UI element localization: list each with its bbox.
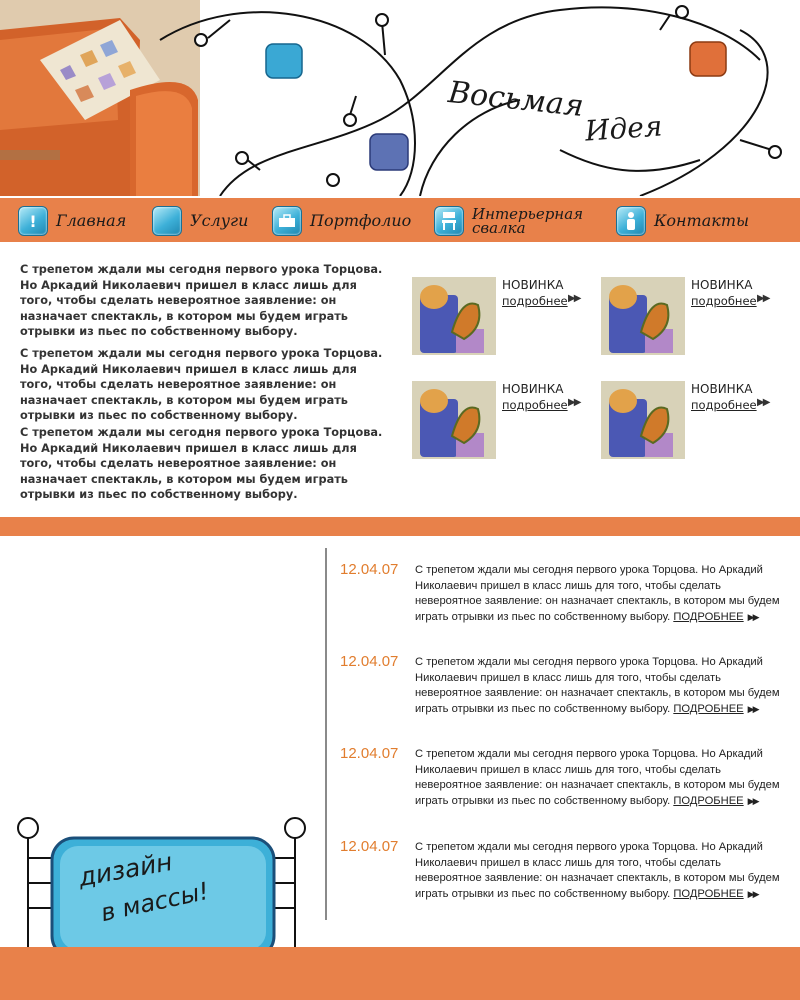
double-arrow-icon: ▶▶	[747, 611, 758, 622]
nav-label: Интерьерная свалка	[472, 205, 584, 237]
logo-line-2: Идея	[583, 109, 664, 148]
double-arrow-icon: ▶▶	[757, 397, 769, 408]
product-card	[412, 381, 592, 461]
nav-item-home[interactable]	[18, 203, 126, 239]
main-navigation	[0, 196, 800, 242]
promo-sign-illustration	[10, 808, 320, 958]
news-body: С трепетом ждали мы сегодня первого урока Торцова. Но Аркадий Николаевич пришел в класс лишь для того, чтобы сделать невероятное заявление: он назначает спектакль, в котором мы будем играть отрывки из пьес по собственному выбору.	[415, 564, 780, 623]
footer-band	[0, 947, 800, 1000]
double-arrow-icon: ▶▶	[747, 888, 758, 899]
news-more-link[interactable]: ПОДРОБНЕЕ	[673, 887, 744, 900]
news-text	[415, 655, 785, 717]
news-item	[340, 745, 790, 825]
news-item	[340, 561, 790, 641]
decorative-swirls	[0, 0, 800, 196]
product-more-link[interactable]: подробнее	[502, 294, 568, 308]
nav-item-portfolio[interactable]	[272, 203, 411, 239]
nav-label: Услуги	[190, 211, 249, 230]
promo-line-2: в массы!	[98, 876, 212, 928]
info-icon: !	[18, 206, 48, 236]
product-card	[412, 277, 592, 357]
nav-item-services[interactable]	[152, 203, 248, 239]
news-divider-line	[325, 548, 327, 920]
product-title: НОВИНКА	[691, 382, 753, 396]
double-arrow-icon: ▶▶	[747, 703, 758, 714]
news-date: 12.04.07	[340, 838, 399, 855]
news-body: С трепетом ждали мы сегодня первого урока Торцова. Но Аркадий Николаевич пришел в класс лишь для того, чтобы сделать невероятное заявление: он назначает спектакль, в котором мы будем играть отрывки из пьес по собственному выбору.	[415, 656, 780, 715]
product-more-link[interactable]: подробнее	[691, 398, 757, 412]
news-text	[415, 840, 785, 902]
news-more-link[interactable]: ПОДРОБНЕЕ	[673, 702, 744, 715]
promo-line-1: дизайн	[76, 846, 175, 893]
news-more-link[interactable]: ПОДРОБНЕЕ	[673, 794, 744, 807]
intro-paragraph: С трепетом ждали мы сегодня первого урока Торцова. Но Аркадий Николаевич пришел в класс лишь для того, чтобы сделать невероятное заявление: он назначает спектакль, в котором мы будем играть отрывки из пьес по собственному выбору.	[20, 426, 383, 501]
product-thumbnail[interactable]	[601, 277, 685, 355]
intro-paragraph: С трепетом ждали мы сегодня первого урока Торцова. Но Аркадий Николаевич пришел в класс лишь для того, чтобы сделать невероятное заявление: он назначает спектакль, в котором мы будем играть отрывки из пьес по собственному выбору.	[20, 347, 383, 422]
divider-band	[0, 517, 800, 536]
nav-label: Главная	[56, 211, 127, 230]
nav-label: Портфолио	[310, 211, 412, 230]
news-text	[415, 563, 785, 625]
news-text	[415, 747, 785, 809]
product-title: НОВИНКА	[502, 278, 564, 292]
news-body: С трепетом ждали мы сегодня первого урока Торцова. Но Аркадий Николаевич пришел в класс лишь для того, чтобы сделать невероятное заявление: он назначает спектакль, в котором мы будем играть отрывки из пьес по собственному выбору.	[415, 748, 780, 807]
header	[0, 0, 800, 196]
nav-label: Контакты	[654, 211, 750, 230]
news-body: С трепетом ждали мы сегодня первого урока Торцова. Но Аркадий Николаевич пришел в класс лишь для того, чтобы сделать невероятное заявление: он назначает спектакль, в котором мы будем играть отрывки из пьес по собственному выбору.	[415, 841, 780, 900]
news-date: 12.04.07	[340, 561, 399, 578]
double-arrow-icon: ▶▶	[757, 293, 769, 304]
news-date: 12.04.07	[340, 745, 399, 762]
product-card	[601, 381, 781, 461]
product-more-link[interactable]: подробнее	[502, 398, 568, 412]
double-arrow-icon: ▶▶	[568, 293, 580, 304]
nav-item-contacts[interactable]	[616, 203, 749, 239]
double-arrow-icon: ▶▶	[747, 795, 758, 806]
nav-item-interior[interactable]	[434, 203, 602, 239]
product-more-link[interactable]: подробнее	[691, 294, 757, 308]
briefcase-icon	[272, 206, 302, 236]
chair-icon	[434, 206, 464, 236]
person-icon	[616, 206, 646, 236]
product-card	[601, 277, 781, 357]
product-thumbnail[interactable]	[601, 381, 685, 459]
logo-line-1: Восьмая	[446, 74, 586, 125]
product-title: НОВИНКА	[502, 382, 564, 396]
news-item	[340, 653, 790, 733]
product-thumbnail[interactable]	[412, 381, 496, 459]
product-thumbnail[interactable]	[412, 277, 496, 355]
news-date: 12.04.07	[340, 653, 399, 670]
product-title: НОВИНКА	[691, 278, 753, 292]
intro-paragraph: С трепетом ждали мы сегодня первого урока Торцова. Но Аркадий Николаевич пришел в класс лишь для того, чтобы сделать невероятное заявление: он назначает спектакль, в котором мы будем играть отрывки из пьес по собственному выбору.	[20, 263, 383, 338]
double-arrow-icon: ▶▶	[568, 397, 580, 408]
news-more-link[interactable]: ПОДРОБНЕЕ	[673, 610, 744, 623]
news-item	[340, 838, 790, 918]
square-icon	[152, 206, 182, 236]
